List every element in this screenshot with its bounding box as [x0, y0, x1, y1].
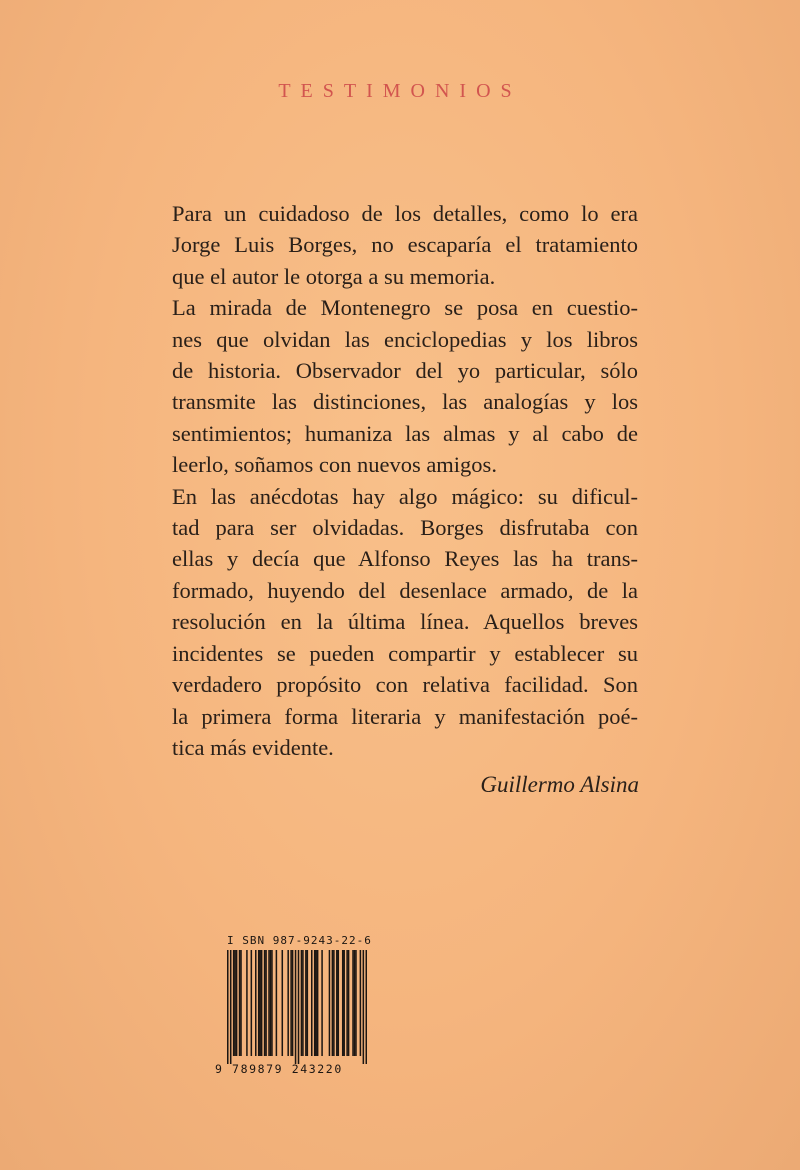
- blurb-line: ellas y decía que Alfonso Reyes las ha trans-: [172, 546, 638, 572]
- barcode-bar: [343, 950, 345, 1056]
- barcode-bar: [227, 950, 229, 1064]
- barcode-bar: [233, 950, 235, 1056]
- isbn-barcode: [213, 934, 372, 1079]
- barcode-bar: [321, 950, 323, 1056]
- barcode-bar: [258, 950, 260, 1056]
- barcode-bar: [251, 950, 253, 1056]
- blurb-line: Jorge Luis Borges, no escaparía el tratamiento: [172, 232, 638, 258]
- barcode-bar: [301, 950, 303, 1056]
- barcode-bar: [302, 950, 304, 1056]
- barcode-bar: [352, 950, 354, 1056]
- barcode-bar: [307, 950, 309, 1056]
- barcode-bar: [366, 950, 367, 1064]
- barcode-bar: [287, 950, 289, 1056]
- barcode-bar: [360, 950, 362, 1056]
- barcode-bar: [295, 950, 297, 1064]
- ean-digits: 9 789879 243220: [215, 1062, 343, 1076]
- blurb-line: sentimientos; humaniza las almas y al cabo de: [172, 420, 638, 446]
- barcode-bar: [338, 950, 340, 1056]
- barcode-bar: [240, 950, 242, 1056]
- barcode-bar: [363, 950, 365, 1064]
- barcode-bar: [292, 950, 294, 1056]
- barcode-bar: [276, 950, 278, 1056]
- blurb-line: la primera forma literaria y manifestación poé-: [172, 703, 638, 729]
- isbn-label: I SBN 987-9243-22-6: [227, 934, 372, 947]
- blurb-line: Para un cuidadoso de los detalles, como lo era: [172, 201, 638, 226]
- barcode-bar: [265, 950, 267, 1056]
- barcode-bar: [234, 950, 236, 1056]
- barcode-bar: [336, 950, 338, 1056]
- barcode-bar: [236, 950, 238, 1056]
- blurb-line: resolución en la última línea. Aquellos breves: [172, 609, 638, 635]
- barcode-bar: [314, 950, 316, 1056]
- barcode-bar: [315, 950, 317, 1056]
- barcode-bar: [246, 950, 248, 1056]
- blurb-line: En las anécdotas hay algo mágico: su dificul-: [172, 483, 638, 509]
- barcode-bar: [317, 950, 319, 1056]
- blurb-text: [172, 198, 638, 763]
- blurb-line: tad para ser olvidadas. Borges disfrutaba con: [172, 515, 638, 541]
- barcode-bar: [261, 950, 263, 1056]
- barcode-bar: [329, 950, 331, 1056]
- barcode-bar: [298, 950, 300, 1064]
- barcode-bar: [348, 950, 350, 1056]
- barcode-bars: [227, 950, 367, 1064]
- barcode-bar: [346, 950, 348, 1056]
- barcode-bar: [333, 950, 335, 1056]
- blurb-line: de historia. Observador del yo particular, sólo: [172, 358, 638, 384]
- barcode-bar: [270, 950, 272, 1056]
- barcode-bar: [255, 950, 257, 1056]
- barcode-bar: [355, 950, 357, 1056]
- barcode-bar: [342, 950, 344, 1056]
- barcode-bar: [305, 950, 307, 1056]
- blurb-line: tica más evidente.: [172, 734, 334, 760]
- blurb-line: transmite las distinciones, las analogías y los: [172, 389, 638, 415]
- barcode-bar: [268, 950, 270, 1056]
- blurb-line: leerlo, soñamos con nuevos amigos.: [172, 452, 497, 478]
- barcode-bar: [332, 950, 334, 1056]
- blurb-line: La mirada de Montenegro se posa en cuestio-: [172, 295, 638, 321]
- blurb-line: incidentes se pueden compartir y establecer su: [172, 640, 638, 666]
- barcode-bar: [354, 950, 356, 1056]
- barcode-bar: [259, 950, 261, 1056]
- barcode-bar: [239, 950, 241, 1056]
- author-signature: Guillermo Alsina: [480, 772, 639, 797]
- barcode-bar: [282, 950, 284, 1056]
- blurb-line: verdadero propósito con relativa facilidad. Son: [172, 672, 638, 698]
- barcode-bar: [290, 950, 292, 1056]
- barcode-bar: [271, 950, 273, 1056]
- blurb-line: que el autor le otorga a su memoria.: [172, 263, 496, 289]
- series-title: TESTIMONIOS: [278, 80, 522, 102]
- barcode-bar: [311, 950, 313, 1056]
- blurb-line: formado, huyendo del desenlace armado, de la: [172, 577, 638, 603]
- blurb-line: nes que olvidan las enciclopedias y los libros: [172, 326, 638, 352]
- barcode-bar: [264, 950, 266, 1056]
- barcode-bar: [230, 950, 232, 1064]
